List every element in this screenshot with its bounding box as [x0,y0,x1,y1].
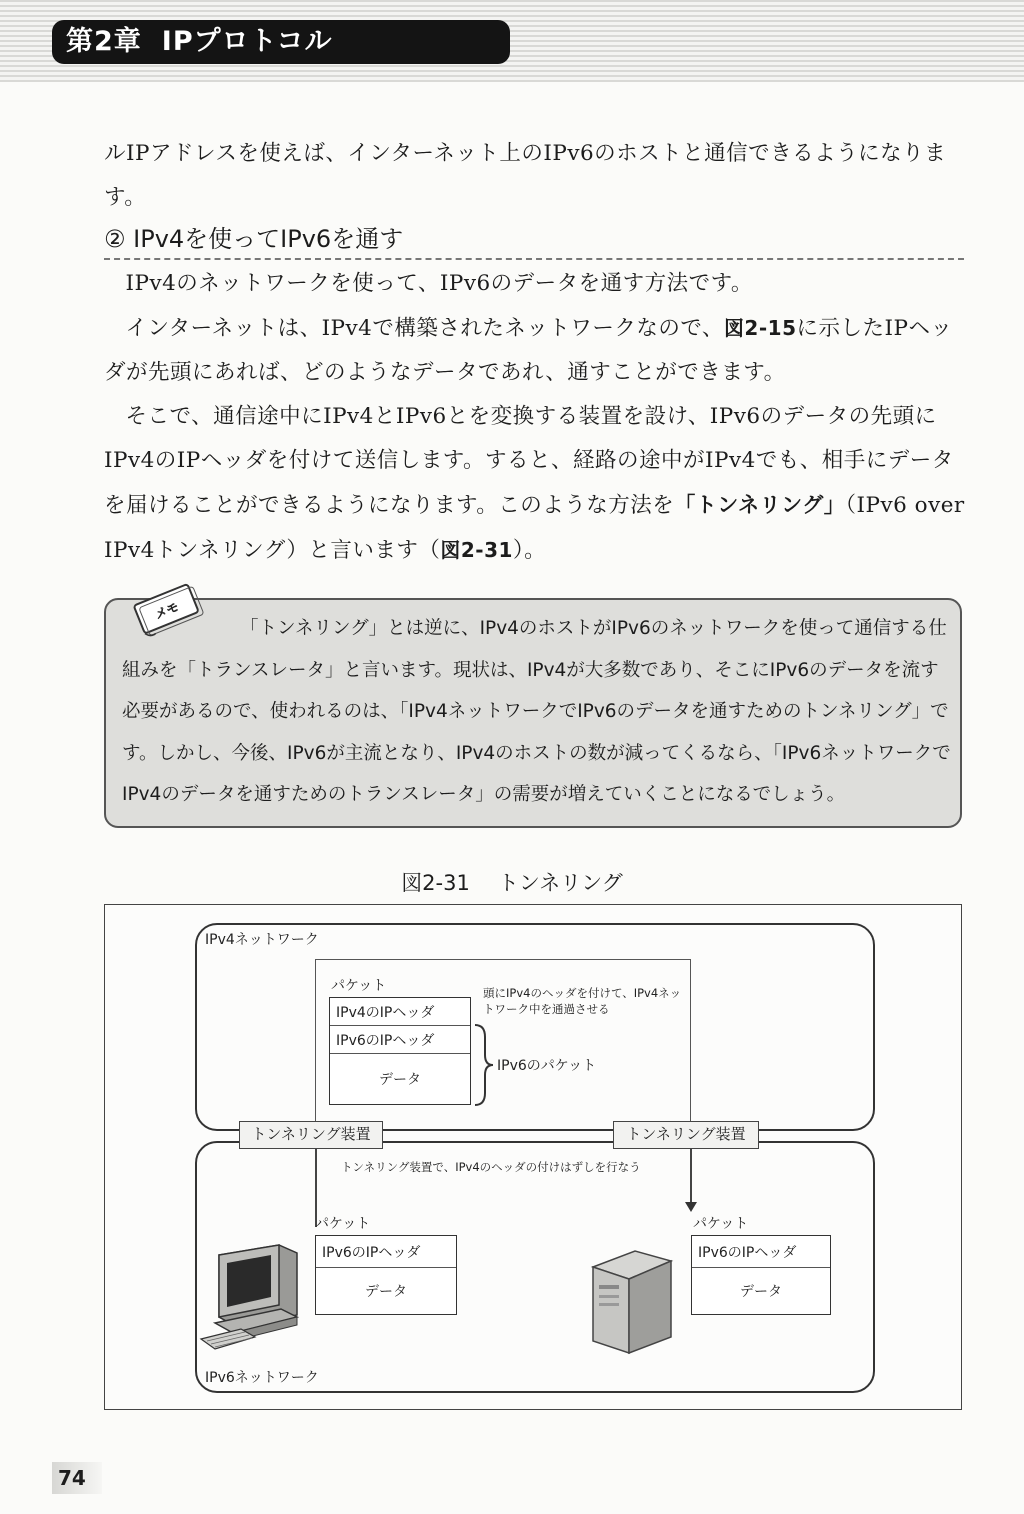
brace-label: IPv6のパケット [497,1058,597,1074]
ipv4-network-label: IPv4ネットワーク [205,932,319,948]
body-paragraphs [104,262,966,573]
packet-row-data: データ [740,1284,782,1300]
figure-reference: 図2-31 [440,538,513,562]
memo-paragraph: 「トンネリング」とは逆に、IPv4のホストがIPv6のネットワークを使って通信する仕組みを「トランスレータ」と言います。現状は、IPv4が大多数であり、そこにIPv6のデータを流す必要があるので、使われるのは、「IPv4ネットワークでIPv6のデータを通すためのトンネリング」です。しかし、今後、IPv6が主流となり、IPv4のホストの数が減ってくるなら、「IPv6ネットワークでIPv4のデータを通すためのトランスレータ」の需要が増えていくことになるでしょう。 [122,618,951,805]
page-number: 74 [52,1462,102,1494]
packet-row-data: データ [365,1284,407,1300]
para-0: ルIPアドレスを使えば、インターネット上のIPv6のホストと通信できるようになります。 [104,141,947,210]
ipv6-network-label: IPv6ネットワーク [205,1370,319,1386]
memo-box [104,598,962,828]
bottom-left-packet [315,1235,457,1315]
top-packet-label: パケット [331,978,387,994]
computer-icon [197,1237,303,1353]
tunneling-device-left: トンネリング装置 [239,1121,383,1149]
term-tunneling: 「トンネリング」 [674,493,846,517]
top-packet [329,997,471,1105]
chapter-number: 第2章 [66,26,142,57]
bottom-right-packet [691,1235,831,1315]
bottom-left-packet-label: パケット [315,1216,371,1232]
memo-icon-label: メモ [153,599,181,622]
figure-frame [104,904,962,1410]
tunneling-device-right: トンネリング装置 [613,1121,759,1149]
memo-icon [120,582,212,640]
memo-text [122,608,952,816]
top-packet-note: 頭にIPv4のヘッダを付けて、IPv4ネットワーク中を通過させる [483,986,682,1016]
packet-row-ipv6-header: IPv6のIPヘッダ [330,1026,470,1054]
section-heading: ② IPv4を使ってIPv6を通す [104,222,964,260]
para-3: そこで、通信途中にIPv4とIPv6とを変換する装置を設け、IPv6のデータの先頭にIPv4のIPヘッダを付けて送信します。すると、経路の途中がIPv4でも、相手にデータを届けることができるようになります。このような方法を「トンネリング」（IPv6 over IPv4トンネリング）と言います（図2-31）。 [104,404,965,563]
figure-title: トンネリング [497,871,623,895]
para-2: インターネットは、IPv4で構築されたネットワークなので、図2-15に示したIPヘッダが先頭にあれば、どのようなデータであれ、通すことができます。 [104,316,953,385]
packet-row-ipv6-header: IPv6のIPヘッダ [692,1236,830,1268]
down-arrow-icon [684,1201,698,1213]
server-icon [585,1241,677,1355]
figure-number: 図2-31 [401,871,470,895]
packet-row-ipv6-header: IPv6のIPヘッダ [316,1236,456,1268]
para-1: IPv4のネットワークを使って、IPv6のデータを通す方法です。 [125,271,753,296]
device-note: トンネリング装置で、IPv4のヘッダの付けはずしを行なう [341,1160,641,1174]
packet-row-ipv4-header: IPv4のIPヘッダ [330,998,470,1026]
intro-paragraph [104,132,966,220]
chapter-title: IPプロトコル [161,26,333,57]
bottom-right-packet-label: パケット [693,1216,749,1232]
packet-row-data: データ [379,1072,421,1088]
figure-reference: 図2-15 [723,316,797,340]
figure-caption [0,868,1024,898]
chapter-tab [52,20,510,64]
